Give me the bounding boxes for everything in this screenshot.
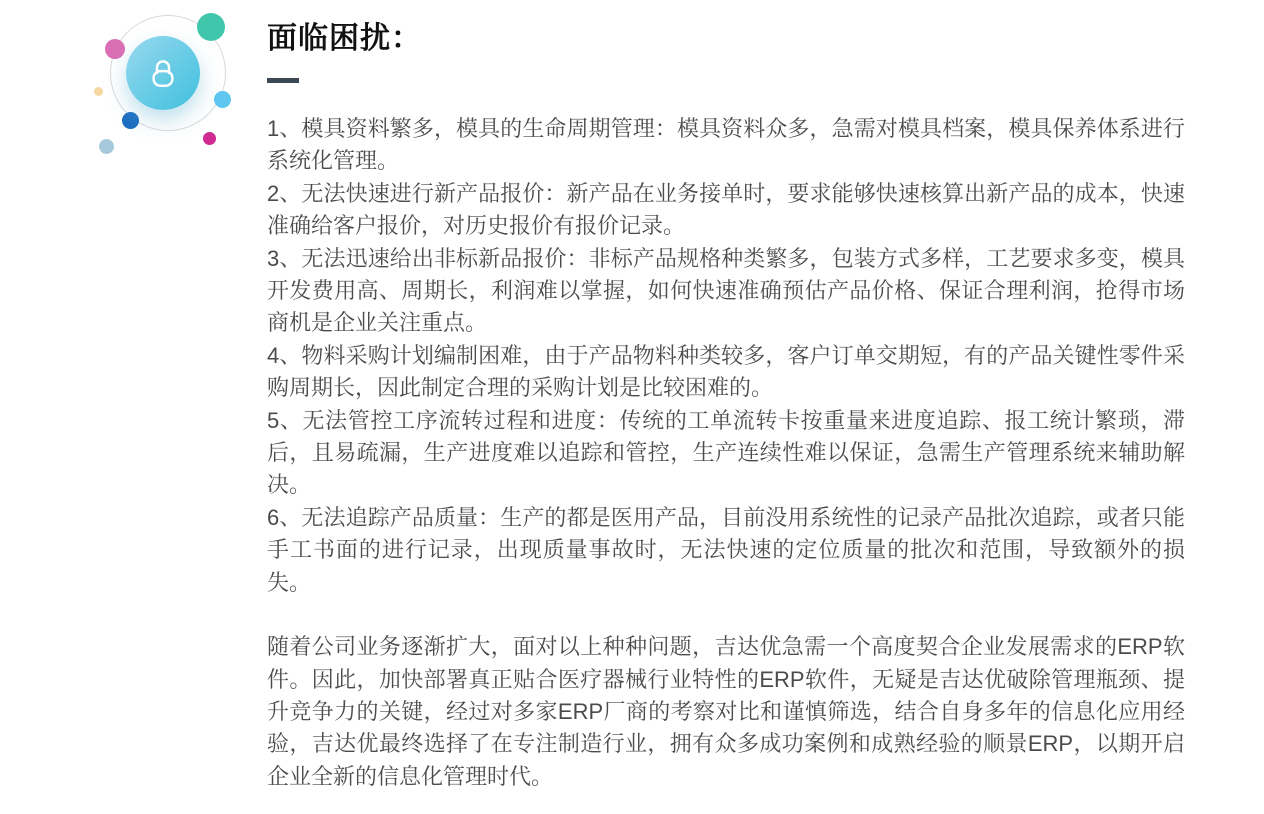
decor-dot-skyblue [214, 91, 231, 108]
title-divider [267, 78, 299, 83]
decor-dot-magenta [203, 132, 216, 145]
decor-dot-cream [94, 87, 103, 96]
issue-item-1: 1、模具资料繁多，模具的生命周期管理：模具资料众多，急需对模具档案，模具保养体系进行系统化管理。 [267, 116, 1185, 174]
issue-list [267, 113, 1185, 599]
article-section [267, 22, 1185, 793]
lock-badge-illustration [0, 0, 260, 180]
issue-item-6: 6、无法追踪产品质量：生产的都是医用产品，目前没用系统性的记录产品批次追踪，或者只能手工书面的进行记录，出现质量事故时，无法快速的定位质量的批次和范围，导致额外的损失。 [267, 504, 1185, 595]
decor-dot-pink [105, 39, 125, 59]
issue-item-3: 3、无法迅速给出非标新品报价：非标产品规格种类繁多，包装方式多样，工艺要求多变，模具开发费用高、周期长，利润难以掌握，如何快速准确预估产品价格、保证合理利润，抢得市场商机是企业关注重点。 [267, 245, 1185, 336]
closing-paragraph: 随着公司业务逐渐扩大，面对以上种种问题，吉达优急需一个高度契合企业发展需求的ERP软件。因此，加快部署真正贴合医疗器械行业特性的ERP软件，无疑是吉达优破除管理瓶颈、提升竞争力的关键，经过对多家ERP厂商的考察对比和谨慎筛选，结合自身多年的信息化应用经验，吉达优最终选择了在专注制造行业，拥有众多成功案例和成熟经验的顺景ERP，以期开启企业全新的信息化管理时代。 [267, 634, 1185, 789]
decor-dot-darkblue [122, 112, 139, 129]
lock-circle [126, 36, 200, 110]
issue-item-4: 4、物料采购计划编制困难，由于产品物料种类较多，客户订单交期短，有的产品关键性零件采购周期长，因此制定合理的采购计划是比较困难的。 [267, 342, 1185, 401]
issue-item-5: 5、无法管控工序流转过程和进度：传统的工单流转卡按重量来进度追踪、报工统计繁琐，滞后，且易疏漏，生产进度难以追踪和管控，生产连续性难以保证，急需生产管理系统来辅助解决。 [267, 407, 1185, 498]
section-title: 面临困扰： [267, 22, 422, 55]
lock-icon [145, 55, 181, 91]
decor-dot-teal [197, 13, 225, 41]
issue-item-2: 2、无法快速进行新产品报价：新产品在业务接单时，要求能够快速核算出新产品的成本，快速准确给客户报价，对历史报价有报价记录。 [267, 180, 1185, 239]
decor-dot-paleblue [99, 139, 114, 154]
